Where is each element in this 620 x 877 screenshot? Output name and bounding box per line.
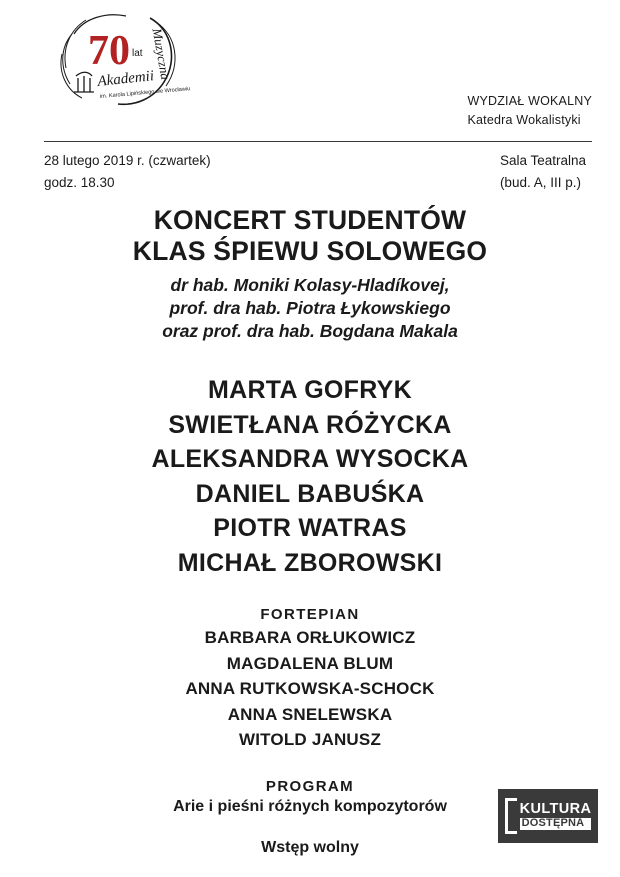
teachers-list — [0, 274, 620, 343]
svg-text:lat: lat — [132, 48, 143, 59]
list-item: ALEKSANDRA WYSOCKA — [151, 445, 469, 474]
list-item: MAGDALENA BLUM — [226, 653, 394, 673]
event-info-row — [44, 150, 592, 194]
performers-list — [0, 373, 620, 580]
event-venue — [500, 150, 592, 194]
event-datetime — [44, 150, 211, 194]
venue-detail: (bud. A, III p.) — [499, 174, 581, 190]
kultura-dostepna-badge — [498, 789, 598, 843]
list-item: PIOTR WATRAS — [213, 514, 407, 543]
badge-line-1: KULTURA — [519, 801, 592, 818]
list-item: MICHAŁ ZBOROWSKI — [177, 548, 443, 577]
poster-content — [0, 205, 620, 857]
svg-text:Akademii: Akademii — [96, 68, 155, 90]
svg-text:Muzyczna: Muzyczna — [149, 26, 174, 81]
event-date: 28 lutego 2019 r. (czwartek) — [44, 153, 211, 168]
teacher-line: dr hab. Moniki Kolasy-Hladíkovej, — [170, 275, 450, 295]
list-item: ANNA RUTKOWSKA-SCHOCK — [185, 679, 435, 699]
pianists-list — [0, 625, 620, 753]
list-item: DANIEL BABUŚKA — [195, 479, 425, 508]
venue-name: Sala Teatralna — [499, 153, 586, 168]
academy-logo — [44, 8, 204, 112]
title-line-2: KLAS ŚPIEWU SOLOWEGO — [132, 236, 488, 266]
free-entry-note: Wstęp wolny — [261, 838, 359, 856]
faculty-name: WYDZIAŁ WOKALNY — [467, 94, 592, 108]
svg-text:70: 70 — [88, 28, 130, 74]
list-item: ANNA SNELEWSKA — [227, 704, 393, 724]
header-divider — [44, 141, 592, 142]
page-title — [0, 205, 620, 267]
svg-text:im. Karola Lipińskiego we Wroc: im. Karola Lipińskiego we Wrocławiu — [99, 86, 191, 100]
list-item: SWIETŁANA RÓŻYCKA — [168, 410, 452, 439]
list-item: BARBARA ORŁUKOWICZ — [204, 628, 416, 648]
teacher-line: prof. dra hab. Piotra Łykowskiego — [169, 298, 451, 319]
faculty-block — [467, 92, 592, 131]
department-name: Katedra Wokalistyki — [467, 113, 581, 128]
event-time: godz. 18.30 — [44, 174, 115, 190]
list-item: WITOLD JANUSZ — [238, 730, 382, 750]
program-section-label: PROGRAM — [265, 777, 355, 795]
program-description: Arie i pieśni różnych kompozytorów — [173, 797, 447, 815]
piano-section-label: FORTEPIAN — [260, 606, 360, 624]
title-line-1: KONCERT STUDENTÓW — [153, 205, 467, 235]
teacher-line: oraz prof. dra hab. Bogdana Makala — [162, 321, 458, 342]
bracket-icon — [505, 798, 517, 834]
badge-line-2: DOSTĘPNA — [520, 818, 592, 830]
list-item: MARTA GOFRYK — [207, 376, 413, 405]
